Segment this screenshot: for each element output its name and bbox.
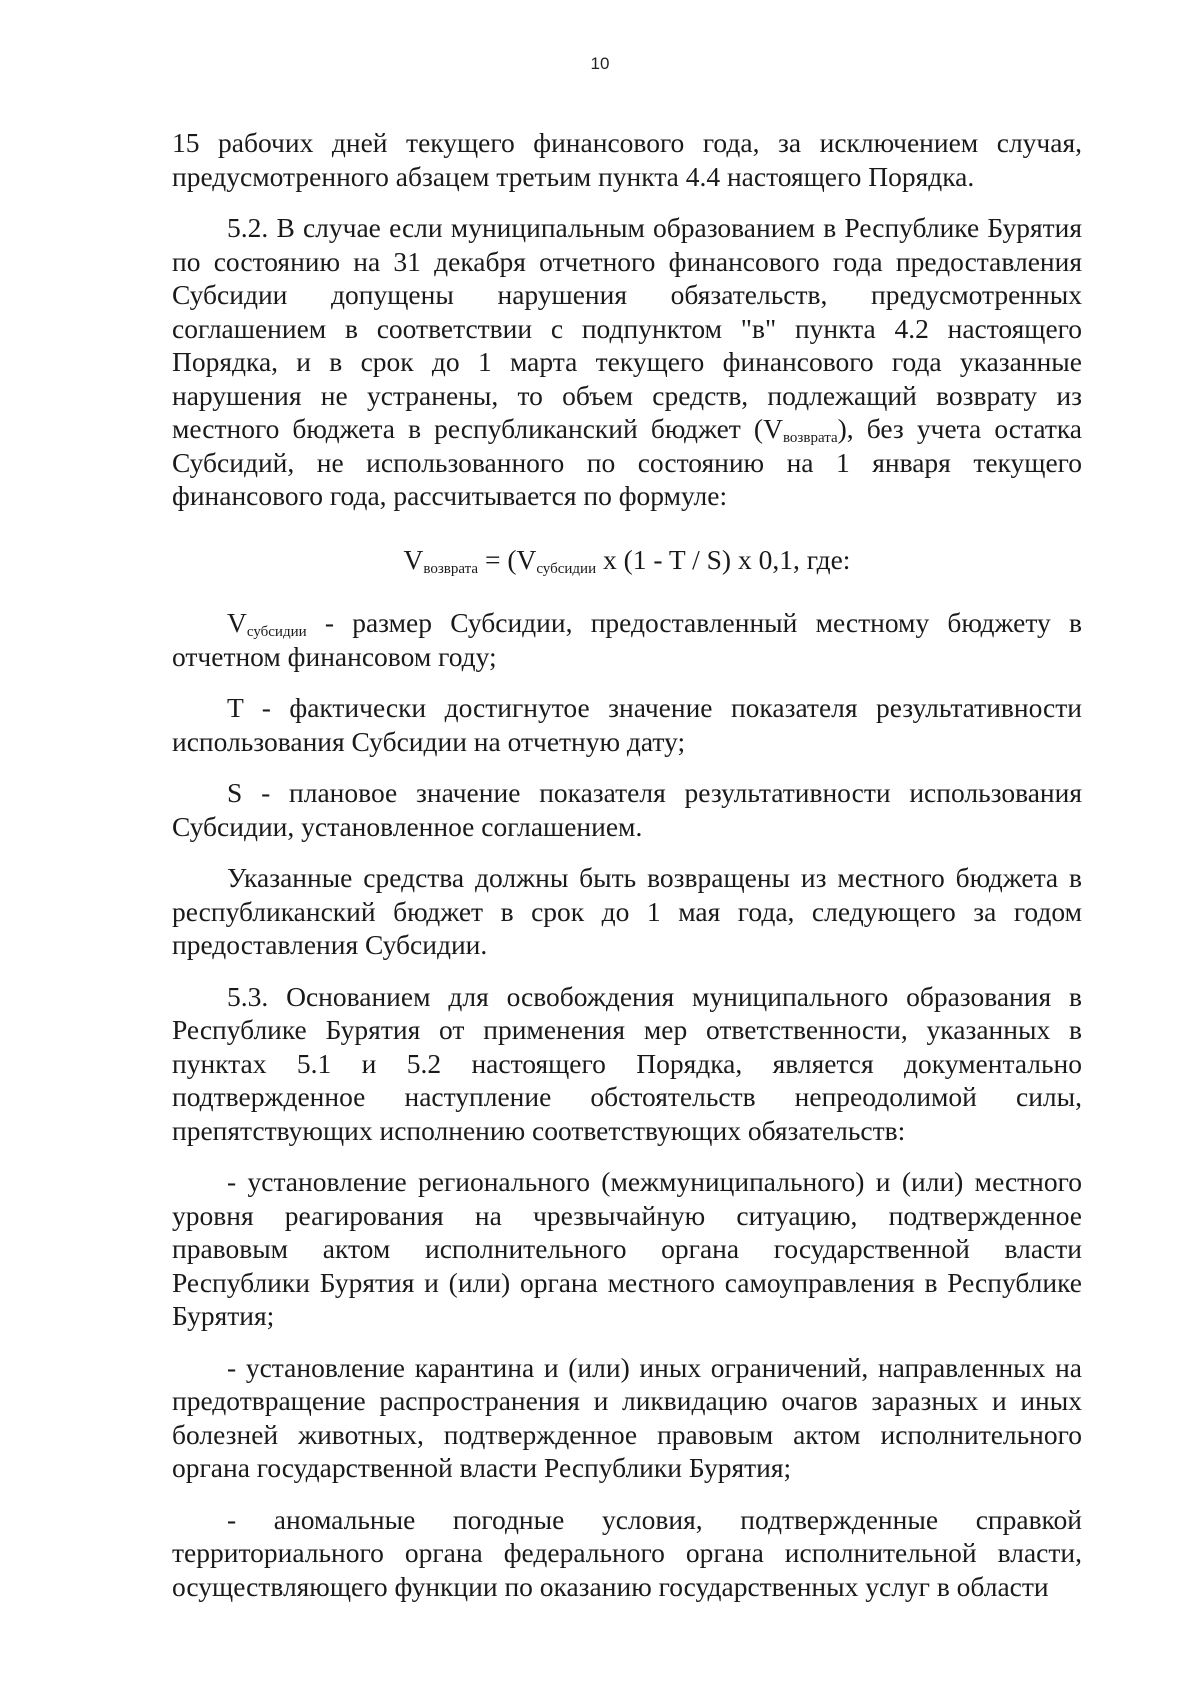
formula	[172, 543, 1082, 577]
list-item-weather: - аномальные погодные условия, подтвержденные справкой территориального органа федерального органа исполнительной власти, осуществляющего функции по оказанию государственных услуг в области	[172, 1503, 1082, 1602]
subscript-vozvrata: возврата	[782, 430, 838, 446]
formula-sub-subsidii: субсидии	[536, 560, 597, 577]
document-body	[172, 126, 1082, 1621]
list-item-emergency: - установление регионального (межмуниципального) и (или) местного уровня реагирования на чрезвычайную ситуацию, подтвержденное правовым актом исполнительного органа государственной власти Республики Бурятия и (или) органа местного самоуправления в Республике Бурятия;	[172, 1166, 1082, 1331]
formula-rest: x (1 - T / S) x 0,1, где:	[596, 543, 851, 575]
paragraph-5-2-text-a: 5.2. В случае если муниципальным образованием в Республике Бурятия по состоянию на 31 декабря отчетного финансового года предоставления Субсидии допущены нарушения обязательств, предусмотренных соглашением в соответствии с подпунктом "в" пункта 4.2 настоящего Порядка, и в срок до 1 марта текущего финансового года указанные нарушения не устранены, то объем средств, подлежащий возврату из местного бюджета в республиканский бюджет (V	[172, 212, 1082, 444]
definition-s: S - плановое значение показателя результативности использования Субсидии, установленное соглашением.	[172, 777, 1082, 842]
list-item-quarantine: - установление карантина и (или) иных ограничений, направленных на предотвращение распространения и ликвидацию очагов заразных и иных болезней животных, подтвержденное правовым актом исполнительного органа государственной власти Республики Бурятия;	[172, 1351, 1082, 1483]
definition-v-text: - размер Субсидии, предоставленный местному бюджету в отчетном финансовом году;	[172, 607, 1082, 672]
paragraph-5-3: 5.3. Основанием для освобождения муниципального образования в Республике Бурятия от применения мер ответственности, указанных в пунктах 5.1 и 5.2 настоящего Порядка, является документально подтвержденное наступление обстоятельств непреодолимой силы, препятствующих исполнению соответствующих обязательств:	[172, 980, 1082, 1146]
paragraph-5-2-text-b: ), без учета остатка Субсидий, не использованного по состоянию на 1 января текущего финансового года, рассчитывается по формуле:	[172, 413, 1082, 511]
definition-v-sub: субсидии	[246, 624, 307, 640]
definition-t: T - фактически достигнутое значение показателя результативности использования Субсидии на отчетную дату;	[172, 692, 1082, 757]
definition-v: V	[227, 607, 247, 638]
formula-sub-vozvrata: возврата	[423, 560, 479, 577]
definition-v-subsidii	[172, 606, 1082, 673]
formula-mid: = (V	[478, 543, 537, 575]
paragraph-continuation: 15 рабочих дней текущего финансового года, за исключением случая, предусмотренного абзацем третьим пункта 4.4 настоящего Порядка.	[172, 127, 1082, 192]
formula-v: V	[403, 543, 424, 575]
paragraph-5-2	[172, 211, 1082, 513]
paragraph-return-funds: Указанные средства должны быть возвращены из местного бюджета в республиканский бюджет в срок до 1 мая года, следующего за годом предоставления Субсидии.	[172, 862, 1082, 960]
page-number: 10	[590, 54, 610, 73]
